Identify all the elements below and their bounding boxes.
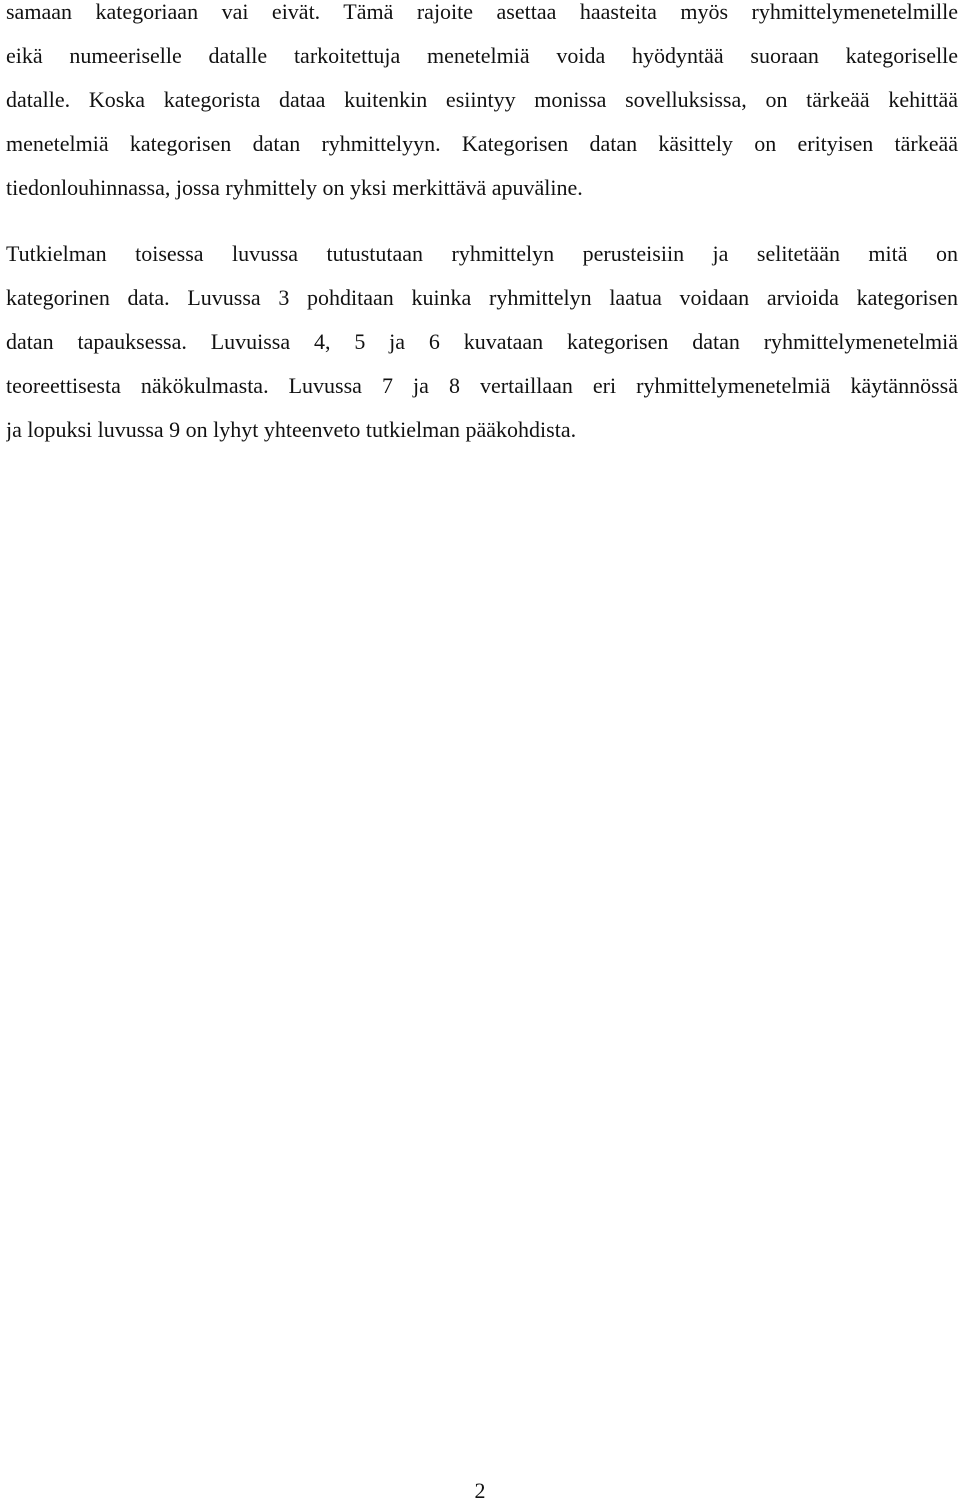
text-line: kategorinen data. Luvussa 3 pohditaan kuinka ryhmittelyn laatua voidaan arvioida kategorisen — [6, 285, 958, 310]
text-line: menetelmiä kategorisen datan ryhmittelyyn. Kategorisen datan käsittely on erityisen tärkeää — [6, 131, 958, 156]
paragraph-intro-continuation — [6, 0, 958, 210]
page-number: 2 — [474, 1478, 486, 1503]
text-line: samaan kategoriaan vai eivät. Tämä rajoite asettaa haasteita myös ryhmittelymenetelmille — [6, 0, 958, 24]
text-line: datalle. Koska kategorista dataa kuitenkin esiintyy monissa sovelluksissa, on tärkeää kehittää — [6, 87, 958, 112]
text-line: eikä numeeriselle datalle tarkoitettuja menetelmiä voida hyödyntää suoraan kategoriselle — [6, 43, 958, 68]
text-line: ja lopuksi luvussa 9 on lyhyt yhteenveto tutkielman pääkohdista. — [6, 417, 577, 442]
paragraph-thesis-structure — [6, 232, 958, 452]
text-line: datan tapauksessa. Luvuissa 4, 5 ja 6 kuvataan kategorisen datan ryhmittelymenetelmiä — [6, 329, 958, 354]
text-line: teoreettisesta näkökulmasta. Luvussa 7 ja 8 vertaillaan eri ryhmittelymenetelmiä käytännössä — [6, 373, 958, 398]
text-line: Tutkielman toisessa luvussa tutustutaan ryhmittelyn perusteisiin ja selitetään mitä on — [6, 241, 958, 266]
text-line: tiedonlouhinnassa, jossa ryhmittely on yksi merkittävä apuväline. — [6, 175, 583, 200]
